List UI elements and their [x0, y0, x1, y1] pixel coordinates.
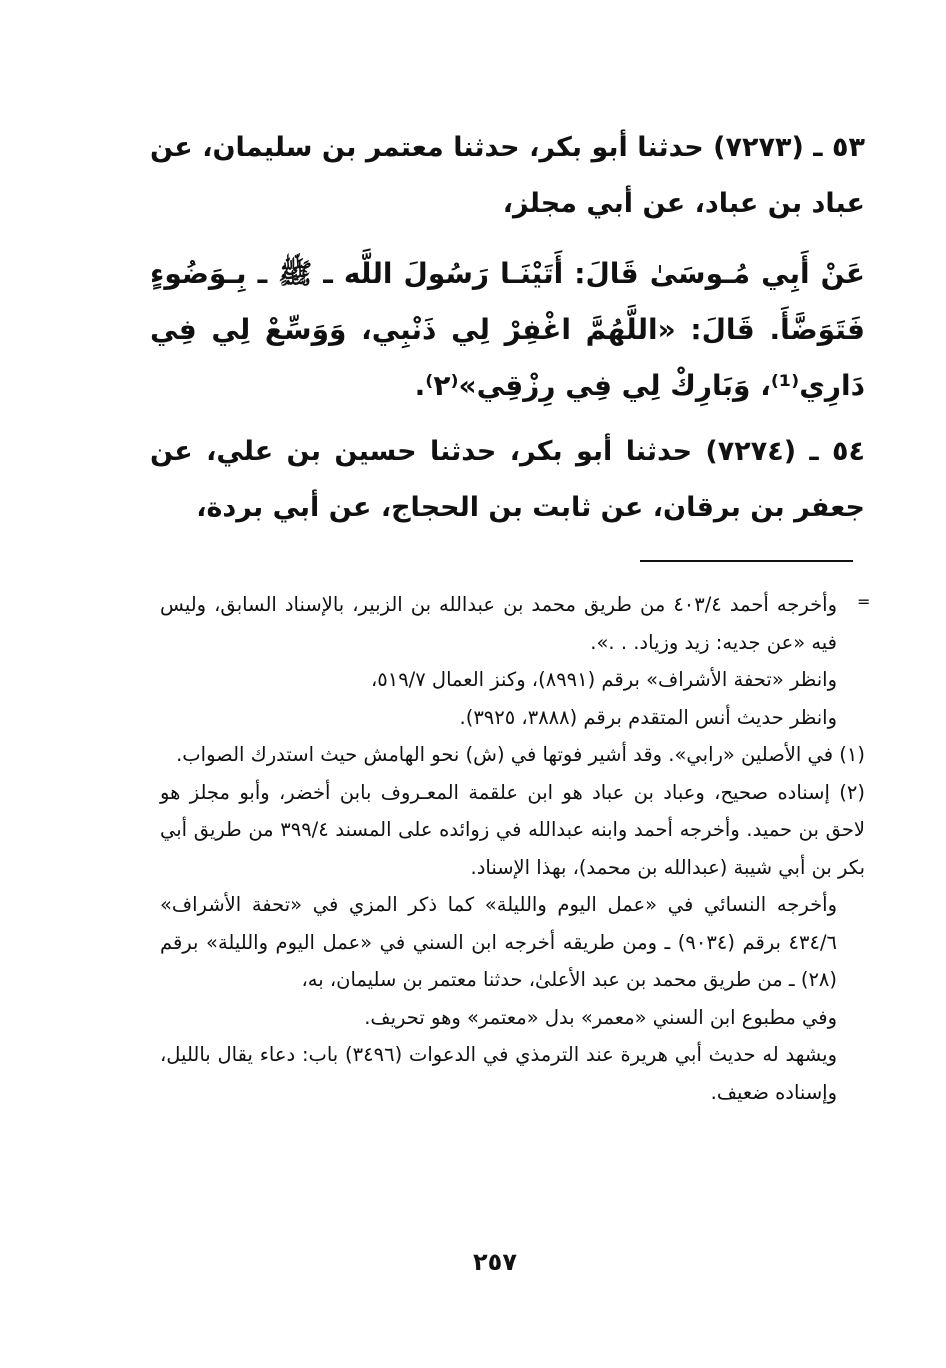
page-number: ٢٥٧	[473, 1248, 517, 1276]
footnote-divider	[640, 560, 853, 562]
footnotes	[160, 586, 865, 1111]
hadith-53-text: عَنْ أَبِي مُـوسَىٰ قَالَ: أَتَيْنَـا رَسُولَ اللَّه ـ ﷺ ـ بِـوَضُوءٍ فَتَوَضَّأَ. قَالَ: «اللَّهُمَّ اغْفِرْ لِي ذَنْبِي، وَوَسِّعْ لِي فِي دَارِي⁽¹⁾، وَبَارِكْ لِي فِي رِزْقِي»⁽٢⁾.	[150, 257, 865, 402]
hadith-54-isnad: ٥٤ ـ (٧٢٧٤) حدثنا أبو بكر، حدثنا حسين بن علي، عن جعفر بن برقان، عن ثابت بن الحجاج، عن أبي بردة،	[150, 436, 865, 523]
footnote-line: وانظر «تحفة الأشراف» برقم (٨٩٩١)، وكنز العمال ٥١٩/٧،	[370, 668, 837, 691]
main-text	[150, 120, 865, 536]
footnote-line: وفي مطبوع ابن السني «معمر» بدل «معتمر» وهو تحريف.	[364, 1005, 837, 1029]
hadith-53-isnad: ٥٣ ـ (٧٢٧٣) حدثنا أبو بكر، حدثنا معتمر بن سليمان، عن عباد بن عباد، عن أبي مجلز،	[150, 132, 865, 219]
footnote-line: وأخرجه النسائي في «عمل اليوم والليلة» كما ذكر المزي في «تحفة الأشراف» ٤٣٤/٦ برقم (٩٠٣٤) ـ ومن طريقه أخرجه ابن السني في «عمل اليوم والليلة» برقم (٢٨) ـ من طريق محمد بن عبد الأعلىٰ، حدثنا معتمر بن سليمان، به،	[160, 893, 837, 991]
footnote-2: (٢) إسناده صحيح، وعباد بن عباد هو ابن علقمة المعـروف بابن أخضر، وأبو مجلز هو لاحق بن حميد. وأخرجه أحمد وابنه عبدالله في زوائده على المسند ٣٩٩/٤ من طريق أبي بكر بن أبي شيبة (عبدالله بن محمد)، بهذا الإسناد.	[160, 780, 866, 879]
footnote-1: (١) في الأصلين «رابي». وقد أشير فوتها في (ش) نحو الهامش حيث استدرك الصواب.	[176, 743, 865, 766]
footnote-line: وأخرجه أحمد ٤٠٣/٤ من طريق محمد بن عبدالله بن الزبير، بالإسناد السابق، وليس فيه «عن جديه: زيد وزياد. . .».	[160, 593, 837, 654]
footnote-line: ويشهد له حديث أبي هريرة عند الترمذي في الدعوات (٣٤٩٦) باب: دعاء يقال بالليل، وإسناده ضعيف.	[160, 1043, 837, 1104]
continuation-mark: =	[857, 592, 871, 611]
footnote-line: وانظر حديث أنس المتقدم برقم (٣٨٨٨، ٣٩٢٥).	[459, 705, 837, 729]
